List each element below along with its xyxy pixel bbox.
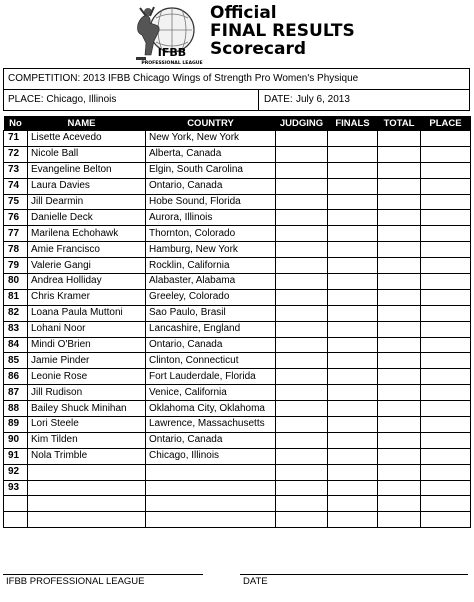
judging-score-cell[interactable] bbox=[276, 258, 328, 274]
judging-score-cell[interactable] bbox=[276, 353, 328, 369]
finals-score-cell[interactable] bbox=[328, 226, 378, 242]
competitor-country: New York, New York bbox=[146, 131, 276, 147]
info-divider bbox=[258, 90, 259, 110]
table-row bbox=[4, 242, 471, 258]
total-score-cell[interactable] bbox=[378, 417, 421, 433]
place-cell[interactable] bbox=[421, 131, 471, 147]
finals-score-cell[interactable] bbox=[328, 353, 378, 369]
competitor-number: 88 bbox=[4, 401, 28, 417]
competitor-name: Lori Steele bbox=[28, 417, 146, 433]
place-cell[interactable] bbox=[421, 464, 471, 480]
date-label: DATE: bbox=[264, 94, 293, 105]
judging-score-cell[interactable] bbox=[276, 242, 328, 258]
competitor-country bbox=[146, 512, 276, 528]
competitor-name bbox=[28, 512, 146, 528]
title-line-official: Official bbox=[210, 3, 277, 23]
competitor-country: Thornton, Colorado bbox=[146, 226, 276, 242]
finals-score-cell[interactable] bbox=[328, 369, 378, 385]
judging-score-cell[interactable] bbox=[276, 321, 328, 337]
judging-score-cell[interactable] bbox=[276, 385, 328, 401]
judging-score-cell[interactable] bbox=[276, 369, 328, 385]
judging-score-cell[interactable] bbox=[276, 401, 328, 417]
competitor-country: Rocklin, California bbox=[146, 258, 276, 274]
total-score-cell[interactable] bbox=[378, 512, 421, 528]
competitor-country: Aurora, Illinois bbox=[146, 210, 276, 226]
competitor-name: Lohani Noor bbox=[28, 321, 146, 337]
competitor-number: 89 bbox=[4, 417, 28, 433]
title-line-final-results: FINAL RESULTS bbox=[210, 21, 355, 41]
competitor-country bbox=[146, 496, 276, 512]
table-row bbox=[4, 321, 471, 337]
place-cell[interactable] bbox=[421, 210, 471, 226]
finals-score-cell[interactable] bbox=[328, 305, 378, 321]
place-cell[interactable] bbox=[421, 432, 471, 448]
table-row bbox=[4, 369, 471, 385]
table-row bbox=[4, 210, 471, 226]
competition-info bbox=[3, 68, 470, 111]
table-row bbox=[4, 226, 471, 242]
competitor-country: Lancashire, England bbox=[146, 321, 276, 337]
header-total: TOTAL bbox=[378, 116, 421, 131]
competitor-name: Valerie Gangi bbox=[28, 258, 146, 274]
table-row bbox=[4, 448, 471, 464]
judging-score-cell[interactable] bbox=[276, 464, 328, 480]
finals-score-cell[interactable] bbox=[328, 274, 378, 290]
place-cell[interactable] bbox=[421, 242, 471, 258]
header-judging: JUDGING bbox=[276, 116, 328, 131]
place-cell[interactable] bbox=[421, 385, 471, 401]
competitor-country: Lawrence, Massachusetts bbox=[146, 417, 276, 433]
competitor-number: 76 bbox=[4, 210, 28, 226]
table-row bbox=[4, 162, 471, 178]
finals-score-cell[interactable] bbox=[328, 385, 378, 401]
competitor-country: Ontario, Canada bbox=[146, 178, 276, 194]
signature-line-date bbox=[240, 574, 468, 575]
total-score-cell[interactable] bbox=[378, 432, 421, 448]
competitor-name bbox=[28, 464, 146, 480]
total-score-cell[interactable] bbox=[378, 242, 421, 258]
finals-score-cell[interactable] bbox=[328, 512, 378, 528]
competitor-name: Laura Davies bbox=[28, 178, 146, 194]
competitor-number: 85 bbox=[4, 353, 28, 369]
competition-name: COMPETITION: 2013 IFBB Chicago Wings of Strength Pro Women's Physique bbox=[8, 73, 359, 84]
finals-score-cell[interactable] bbox=[328, 337, 378, 353]
logo-subtext: PROFESSIONAL LEAGUE bbox=[141, 61, 203, 66]
judging-score-cell[interactable] bbox=[276, 305, 328, 321]
competitor-name: Chris Kramer bbox=[28, 289, 146, 305]
total-score-cell[interactable] bbox=[378, 178, 421, 194]
competitor-number: 83 bbox=[4, 321, 28, 337]
table-row bbox=[4, 305, 471, 321]
judging-score-cell[interactable] bbox=[276, 496, 328, 512]
finals-score-cell[interactable] bbox=[328, 162, 378, 178]
competitor-number: 73 bbox=[4, 162, 28, 178]
competitor-country: Sao Paulo, Brasil bbox=[146, 305, 276, 321]
competitor-number: 80 bbox=[4, 274, 28, 290]
total-score-cell[interactable] bbox=[378, 289, 421, 305]
header-country: COUNTRY bbox=[146, 116, 276, 131]
place-cell[interactable] bbox=[421, 337, 471, 353]
title-line-scorecard: Scorecard bbox=[210, 39, 307, 59]
competitor-number: 86 bbox=[4, 369, 28, 385]
competitor-number: 82 bbox=[4, 305, 28, 321]
date-value: July 6, 2013 bbox=[296, 94, 350, 105]
scorecard-header bbox=[0, 0, 474, 66]
competitor-number: 91 bbox=[4, 448, 28, 464]
competitor-name: Danielle Deck bbox=[28, 210, 146, 226]
competitor-name: Andrea Holliday bbox=[28, 274, 146, 290]
finals-score-cell[interactable] bbox=[328, 417, 378, 433]
header-finals: FINALS bbox=[328, 116, 378, 131]
finals-score-cell[interactable] bbox=[328, 464, 378, 480]
finals-score-cell[interactable] bbox=[328, 448, 378, 464]
place-cell[interactable] bbox=[421, 194, 471, 210]
ifbb-logo bbox=[128, 4, 206, 66]
judging-score-cell[interactable] bbox=[276, 146, 328, 162]
finals-score-cell[interactable] bbox=[328, 401, 378, 417]
table-row bbox=[4, 512, 471, 528]
header-place: PLACE bbox=[421, 116, 471, 131]
place-cell[interactable] bbox=[421, 305, 471, 321]
total-score-cell[interactable] bbox=[378, 480, 421, 496]
competitor-number: 93 bbox=[4, 480, 28, 496]
competitor-name bbox=[28, 496, 146, 512]
table-row bbox=[4, 274, 471, 290]
competitor-country: Elgin, South Carolina bbox=[146, 162, 276, 178]
total-score-cell[interactable] bbox=[378, 162, 421, 178]
judging-score-cell[interactable] bbox=[276, 194, 328, 210]
table-row bbox=[4, 353, 471, 369]
competitor-country: Alberta, Canada bbox=[146, 146, 276, 162]
competitor-country: Alabaster, Alabama bbox=[146, 274, 276, 290]
competitor-name: Leonie Rose bbox=[28, 369, 146, 385]
judging-score-cell[interactable] bbox=[276, 432, 328, 448]
competitor-country: Hobe Sound, Florida bbox=[146, 194, 276, 210]
total-score-cell[interactable] bbox=[378, 146, 421, 162]
competitor-name: Jamie Pinder bbox=[28, 353, 146, 369]
competitor-number: 75 bbox=[4, 194, 28, 210]
total-score-cell[interactable] bbox=[378, 401, 421, 417]
competitor-name: Nicole Ball bbox=[28, 146, 146, 162]
finals-score-cell[interactable] bbox=[328, 289, 378, 305]
total-score-cell[interactable] bbox=[378, 274, 421, 290]
place-cell[interactable] bbox=[421, 448, 471, 464]
total-score-cell[interactable] bbox=[378, 369, 421, 385]
results-table bbox=[3, 116, 471, 528]
table-row bbox=[4, 258, 471, 274]
competitor-country: Greeley, Colorado bbox=[146, 289, 276, 305]
total-score-cell[interactable] bbox=[378, 496, 421, 512]
signature-footer bbox=[0, 558, 474, 602]
finals-score-cell[interactable] bbox=[328, 480, 378, 496]
place-cell[interactable] bbox=[421, 226, 471, 242]
total-score-cell[interactable] bbox=[378, 194, 421, 210]
total-score-cell[interactable] bbox=[378, 226, 421, 242]
footer-date-label: DATE bbox=[243, 576, 268, 587]
judging-score-cell[interactable] bbox=[276, 480, 328, 496]
competitor-country: Ontario, Canada bbox=[146, 432, 276, 448]
table-row bbox=[4, 146, 471, 162]
table-row bbox=[4, 496, 471, 512]
table-row bbox=[4, 464, 471, 480]
competitor-number bbox=[4, 512, 28, 528]
competitor-name: Loana Paula Muttoni bbox=[28, 305, 146, 321]
competitor-number: 87 bbox=[4, 385, 28, 401]
scorecard-title bbox=[210, 4, 470, 58]
table-row bbox=[4, 417, 471, 433]
place-cell[interactable] bbox=[421, 480, 471, 496]
place-cell[interactable] bbox=[421, 258, 471, 274]
total-score-cell[interactable] bbox=[378, 353, 421, 369]
judging-score-cell[interactable] bbox=[276, 448, 328, 464]
table-row bbox=[4, 131, 471, 147]
competitor-number: 78 bbox=[4, 242, 28, 258]
total-score-cell[interactable] bbox=[378, 448, 421, 464]
place-cell[interactable] bbox=[421, 146, 471, 162]
competitor-name: Kim Tilden bbox=[28, 432, 146, 448]
place-cell[interactable] bbox=[421, 496, 471, 512]
competitor-name: Evangeline Belton bbox=[28, 162, 146, 178]
place-value: PLACE: Chicago, Illinois bbox=[8, 94, 117, 105]
competitor-number: 72 bbox=[4, 146, 28, 162]
competitor-country: Oklahoma City, Oklahoma bbox=[146, 401, 276, 417]
competitor-name: Amie Francisco bbox=[28, 242, 146, 258]
finals-score-cell[interactable] bbox=[328, 131, 378, 147]
competitor-country: Hamburg, New York bbox=[146, 242, 276, 258]
competitor-number: 92 bbox=[4, 464, 28, 480]
competitor-country bbox=[146, 480, 276, 496]
table-row bbox=[4, 401, 471, 417]
logo-text: IFBB bbox=[157, 46, 187, 59]
competitor-number: 74 bbox=[4, 178, 28, 194]
finals-score-cell[interactable] bbox=[328, 242, 378, 258]
finals-score-cell[interactable] bbox=[328, 321, 378, 337]
total-score-cell[interactable] bbox=[378, 321, 421, 337]
competitor-number: 81 bbox=[4, 289, 28, 305]
competitor-country: Chicago, Illinois bbox=[146, 448, 276, 464]
place-cell[interactable] bbox=[421, 321, 471, 337]
finals-score-cell[interactable] bbox=[328, 432, 378, 448]
total-score-cell[interactable] bbox=[378, 258, 421, 274]
place-cell[interactable] bbox=[421, 353, 471, 369]
table-row bbox=[4, 385, 471, 401]
judging-score-cell[interactable] bbox=[276, 417, 328, 433]
competitor-number: 77 bbox=[4, 226, 28, 242]
competitor-number: 90 bbox=[4, 432, 28, 448]
judging-score-cell[interactable] bbox=[276, 131, 328, 147]
signature-line-league bbox=[3, 574, 203, 575]
competitor-country: Ontario, Canada bbox=[146, 337, 276, 353]
finals-score-cell[interactable] bbox=[328, 496, 378, 512]
judging-score-cell[interactable] bbox=[276, 226, 328, 242]
judging-score-cell[interactable] bbox=[276, 210, 328, 226]
header-name: NAME bbox=[28, 116, 146, 131]
place-cell[interactable] bbox=[421, 417, 471, 433]
table-body bbox=[4, 131, 471, 528]
place-cell[interactable] bbox=[421, 289, 471, 305]
place-cell[interactable] bbox=[421, 178, 471, 194]
competitor-number bbox=[4, 496, 28, 512]
table-row bbox=[4, 480, 471, 496]
place-date-row bbox=[4, 90, 469, 110]
place-cell[interactable] bbox=[421, 512, 471, 528]
competitor-name: Mindi O'Brien bbox=[28, 337, 146, 353]
judging-score-cell[interactable] bbox=[276, 178, 328, 194]
place-cell[interactable] bbox=[421, 401, 471, 417]
competitor-name: Marilena Echohawk bbox=[28, 226, 146, 242]
finals-score-cell[interactable] bbox=[328, 146, 378, 162]
competitor-name: Bailey Shuck Minihan bbox=[28, 401, 146, 417]
total-score-cell[interactable] bbox=[378, 337, 421, 353]
footer-league-label: IFBB PROFESSIONAL LEAGUE bbox=[6, 576, 145, 587]
judging-score-cell[interactable] bbox=[276, 162, 328, 178]
competition-row bbox=[4, 69, 469, 90]
table-row bbox=[4, 432, 471, 448]
competitor-country bbox=[146, 464, 276, 480]
competitor-country: Clinton, Connecticut bbox=[146, 353, 276, 369]
competitor-number: 84 bbox=[4, 337, 28, 353]
total-score-cell[interactable] bbox=[378, 305, 421, 321]
table-header-row bbox=[4, 116, 471, 131]
header-no: No bbox=[4, 116, 28, 131]
competitor-number: 71 bbox=[4, 131, 28, 147]
place-cell[interactable] bbox=[421, 162, 471, 178]
finals-score-cell[interactable] bbox=[328, 178, 378, 194]
finals-score-cell[interactable] bbox=[328, 210, 378, 226]
finals-score-cell[interactable] bbox=[328, 194, 378, 210]
total-score-cell[interactable] bbox=[378, 210, 421, 226]
competitor-name: Nola Trimble bbox=[28, 448, 146, 464]
judging-score-cell[interactable] bbox=[276, 289, 328, 305]
table-row bbox=[4, 289, 471, 305]
table-row bbox=[4, 178, 471, 194]
judging-score-cell[interactable] bbox=[276, 337, 328, 353]
place-cell[interactable] bbox=[421, 274, 471, 290]
table-row bbox=[4, 337, 471, 353]
competitor-name: Jill Rudison bbox=[28, 385, 146, 401]
judging-score-cell[interactable] bbox=[276, 512, 328, 528]
judging-score-cell[interactable] bbox=[276, 274, 328, 290]
competitor-number: 79 bbox=[4, 258, 28, 274]
finals-score-cell[interactable] bbox=[328, 258, 378, 274]
table-row bbox=[4, 194, 471, 210]
competitor-name: Lisette Acevedo bbox=[28, 131, 146, 147]
competitor-country: Fort Lauderdale, Florida bbox=[146, 369, 276, 385]
competitor-name: Jill Dearmin bbox=[28, 194, 146, 210]
total-score-cell[interactable] bbox=[378, 385, 421, 401]
competitor-name bbox=[28, 480, 146, 496]
total-score-cell[interactable] bbox=[378, 131, 421, 147]
total-score-cell[interactable] bbox=[378, 464, 421, 480]
competitor-country: Venice, California bbox=[146, 385, 276, 401]
place-cell[interactable] bbox=[421, 369, 471, 385]
